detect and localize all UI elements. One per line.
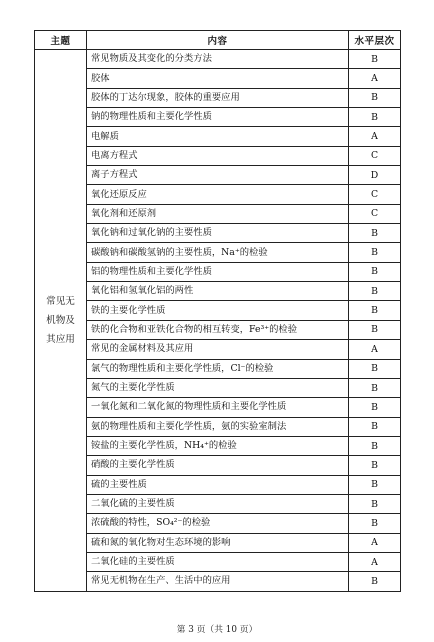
table-row: [35, 224, 401, 243]
table-row: [35, 417, 401, 436]
level-cell: C: [349, 185, 401, 204]
level-cell: B: [349, 301, 401, 320]
table-row: [35, 552, 401, 571]
content-cell: 氯气的物理性质和主要化学性质，Cl⁻的检验: [87, 359, 349, 378]
table-row: [35, 262, 401, 281]
level-cell: B: [349, 359, 401, 378]
topic-line: 机物及: [46, 314, 75, 326]
level-cell: B: [349, 417, 401, 436]
table-row: [35, 572, 401, 591]
content-cell: 铁的化合物和亚铁化合物的相互转变，Fe³⁺的检验: [87, 320, 349, 339]
header-topic: 主题: [35, 31, 87, 50]
level-cell: B: [349, 320, 401, 339]
table-row: [35, 378, 401, 397]
level-cell: B: [349, 224, 401, 243]
level-cell: B: [349, 514, 401, 533]
level-cell: C: [349, 204, 401, 223]
content-cell: 铵盐的主要化学性质，NH₄⁺的检验: [87, 436, 349, 455]
table-row: [35, 127, 401, 146]
table-row: [35, 108, 401, 127]
level-cell: B: [349, 108, 401, 127]
content-cell: 胶体: [87, 69, 349, 88]
content-cell: 氧化还原反应: [87, 185, 349, 204]
topic-line: 常见无: [46, 295, 75, 307]
content-cell: 胶体的丁达尔现象，胶体的重要应用: [87, 88, 349, 107]
content-cell: 铝的物理性质和主要化学性质: [87, 262, 349, 281]
table-row: [35, 50, 401, 69]
content-cell: 硝酸的主要化学性质: [87, 456, 349, 475]
content-cell: 常见物质及其变化的分类方法: [87, 50, 349, 69]
table-row: [35, 514, 401, 533]
level-cell: C: [349, 146, 401, 165]
table-row: [35, 436, 401, 455]
table-row: [35, 146, 401, 165]
content-cell: 常见无机物在生产、生活中的应用: [87, 572, 349, 591]
level-cell: A: [349, 340, 401, 359]
level-cell: B: [349, 88, 401, 107]
level-cell: B: [349, 378, 401, 397]
table-row: [35, 320, 401, 339]
content-cell: 电离方程式: [87, 146, 349, 165]
content-cell: 氧化剂和还原剂: [87, 204, 349, 223]
level-cell: A: [349, 127, 401, 146]
table-row: [35, 475, 401, 494]
level-cell: A: [349, 69, 401, 88]
level-cell: B: [349, 494, 401, 513]
header-content: 内容: [87, 31, 349, 50]
content-cell: 钠的物理性质和主要化学性质: [87, 108, 349, 127]
header-level: 水平层次: [349, 31, 401, 50]
level-cell: A: [349, 552, 401, 571]
level-cell: D: [349, 166, 401, 185]
level-cell: B: [349, 398, 401, 417]
content-cell: 浓硫酸的特性，SO₄²⁻的检验: [87, 514, 349, 533]
content-cell: 一氧化氮和二氧化氮的物理性质和主要化学性质: [87, 398, 349, 417]
standards-table-container: [34, 30, 400, 592]
table-row: [35, 69, 401, 88]
level-cell: B: [349, 50, 401, 69]
level-cell: B: [349, 282, 401, 301]
topic-cell: [35, 50, 87, 592]
content-cell: 常见的金属材料及其应用: [87, 340, 349, 359]
content-cell: 氧化钠和过氧化钠的主要性质: [87, 224, 349, 243]
table-body: [35, 50, 401, 592]
level-cell: B: [349, 436, 401, 455]
table-row: [35, 456, 401, 475]
table-row: [35, 301, 401, 320]
level-cell: B: [349, 243, 401, 262]
table-row: [35, 282, 401, 301]
table-row: [35, 88, 401, 107]
table-row: [35, 166, 401, 185]
table-row: [35, 340, 401, 359]
table-row: [35, 185, 401, 204]
table-row: [35, 359, 401, 378]
content-cell: 氧化铝和氢氧化铝的两性: [87, 282, 349, 301]
level-cell: B: [349, 572, 401, 591]
table-row: [35, 204, 401, 223]
content-cell: 电解质: [87, 127, 349, 146]
table-row: [35, 533, 401, 552]
content-cell: 硫和氮的氧化物对生态环境的影响: [87, 533, 349, 552]
content-cell: 氮气的主要化学性质: [87, 378, 349, 397]
topic-line: 其应用: [46, 333, 75, 345]
level-cell: A: [349, 533, 401, 552]
content-cell: 氨的物理性质和主要化学性质，氨的实验室制法: [87, 417, 349, 436]
table-row: [35, 494, 401, 513]
page-footer: 第 3 页（共 10 页）: [176, 625, 258, 635]
content-cell: 硫的主要性质: [87, 475, 349, 494]
content-cell: 二氧化硅的主要性质: [87, 552, 349, 571]
content-cell: 碳酸钠和碳酸氢钠的主要性质，Na⁺的检验: [87, 243, 349, 262]
content-cell: 二氧化硫的主要性质: [87, 494, 349, 513]
level-cell: B: [349, 262, 401, 281]
table-row: [35, 398, 401, 417]
table-header-row: [35, 31, 401, 50]
level-cell: B: [349, 475, 401, 494]
standards-table: [34, 30, 401, 592]
level-cell: B: [349, 456, 401, 475]
content-cell: 离子方程式: [87, 166, 349, 185]
table-row: [35, 243, 401, 262]
content-cell: 铁的主要化学性质: [87, 301, 349, 320]
